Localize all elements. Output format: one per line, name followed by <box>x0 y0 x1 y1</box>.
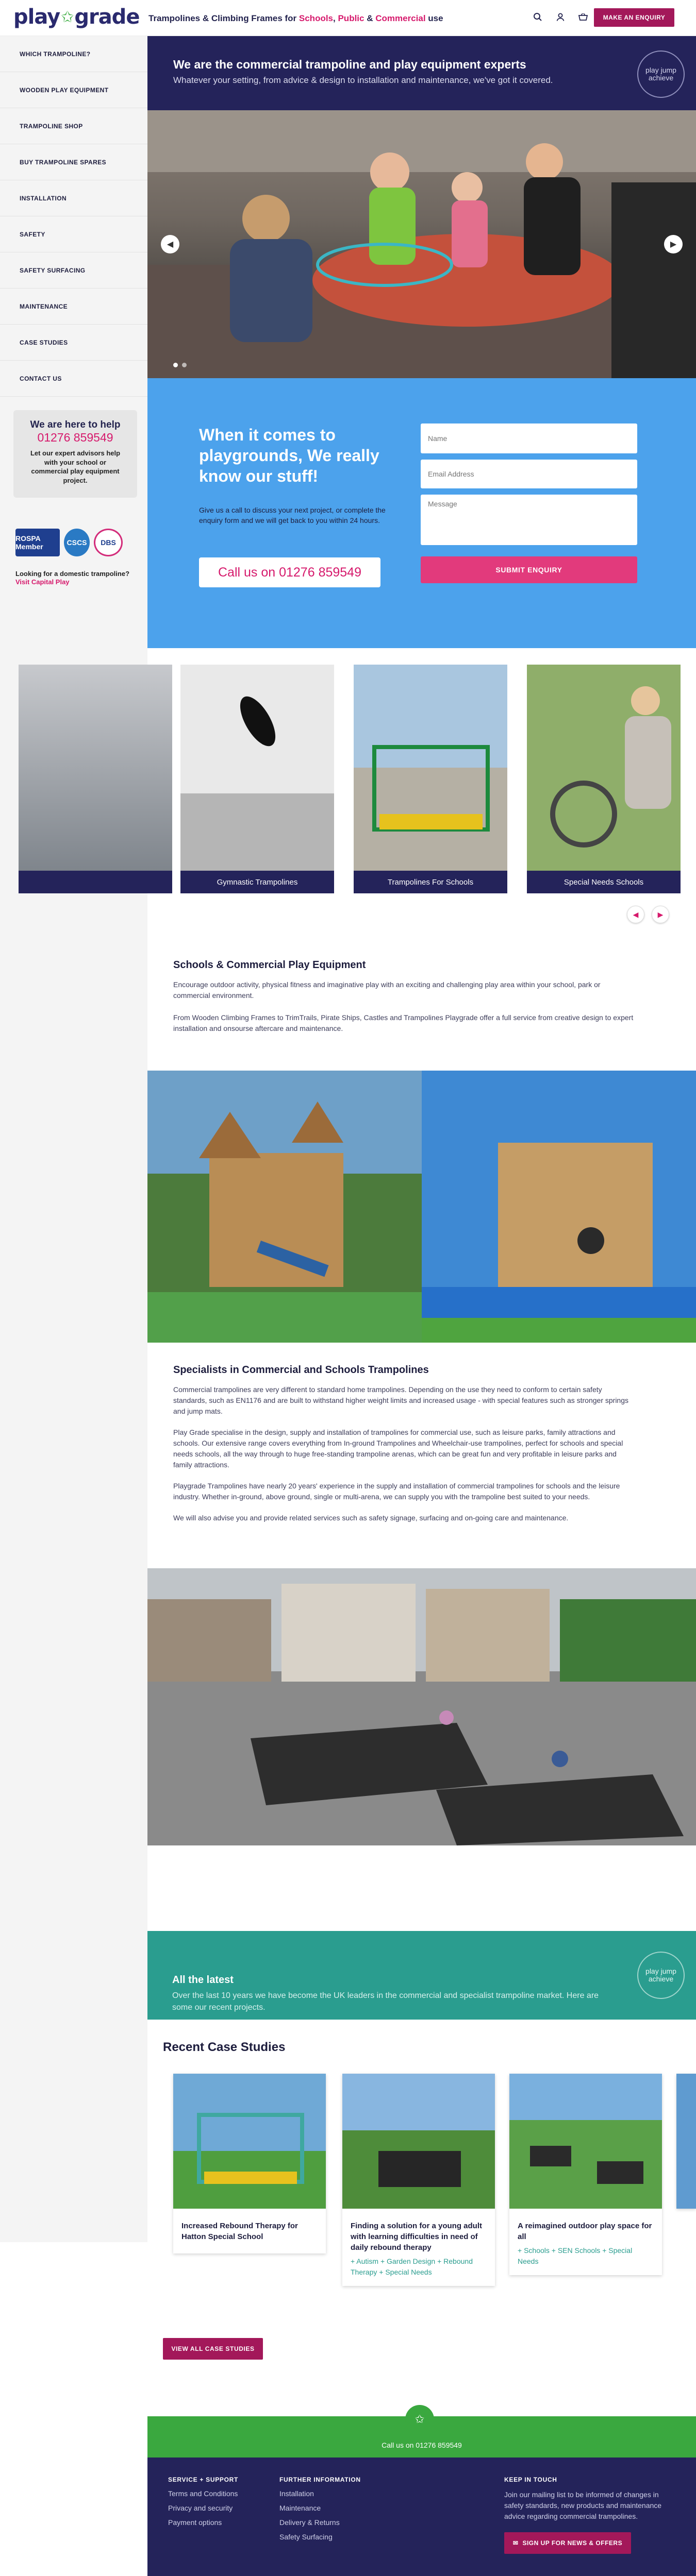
footer-link[interactable]: Installation <box>279 2489 314 2498</box>
footer-link[interactable]: Privacy and security <box>168 2504 233 2512</box>
tagline-sep1: , <box>333 13 338 23</box>
enquiry-section <box>147 378 696 648</box>
search-icon[interactable] <box>531 10 544 24</box>
footer-link[interactable]: Terms and Conditions <box>168 2489 238 2498</box>
product-card-label: Gymnastic Trampolines <box>217 877 298 887</box>
sidebar-item-safety-surfacing[interactable]: SAFETY SURFACING <box>0 252 147 289</box>
section-paragraph: Playgrade Trampolines have nearly 20 years' experience in the supply and installation of commercial trampolines for schools and the leisure industry. Whether in-ground, above ground, single or multi-arena, we can supply you with the trampoline best suited to your needs. <box>173 1482 620 1501</box>
section-paragraph: From Wooden Climbing Frames to TrimTrails, Pirate Ships, Castles and Trampolines Playgrade offer a full service from creative design to expert installation and onsourse aftercare and maintenance. <box>173 1013 634 1032</box>
footer-col-info <box>279 2476 361 2541</box>
tagline-schools: Schools <box>299 13 334 23</box>
footer-heading: SERVICE + SUPPORT <box>168 2476 239 2483</box>
message-input[interactable] <box>421 495 637 545</box>
footer-col-service <box>168 2476 238 2527</box>
gymnast-photo <box>180 665 334 871</box>
case-study-card[interactable] <box>509 2074 662 2275</box>
slider-dot[interactable] <box>182 363 187 367</box>
domestic-question: Looking for a domestic trampoline? <box>15 570 130 578</box>
section-paragraph: We will also advise you and provide related services such as safety signage, surfacing and on-going care and maintenance. <box>173 1514 569 1522</box>
accreditation-badges <box>15 529 147 556</box>
case-study-tags: + Schools + SEN Schools + Special Needs <box>518 2246 633 2265</box>
site-header <box>0 0 696 36</box>
help-box <box>13 410 137 498</box>
play-jump-achieve-logo: play jump achieve <box>637 1952 685 1999</box>
tagline-commercial: Commercial <box>375 13 426 23</box>
case-study-title: A reimagined outdoor play space for all <box>518 2222 652 2241</box>
carousel-next-arrow[interactable]: ▶ <box>652 906 669 923</box>
capital-play-link[interactable]: Visit Capital Play <box>15 578 70 586</box>
tagline-sep2: & <box>364 13 376 23</box>
sidebar-item-installation[interactable]: INSTALLATION <box>0 180 147 216</box>
enquiry-title: When it comes to playgrounds, We really know our stuff! <box>199 426 379 485</box>
special-needs-photo <box>527 665 681 871</box>
hero-banner <box>147 36 696 110</box>
footer-link[interactable]: Safety Surfacing <box>279 2533 333 2541</box>
sidebar-item-contact[interactable]: CONTACT US <box>0 361 147 397</box>
make-enquiry-button[interactable]: MAKE AN ENQUIRY <box>594 8 674 27</box>
logo-word-play: play <box>13 5 60 29</box>
site-logo[interactable] <box>13 5 139 29</box>
latest-title: All the latest <box>172 1974 234 1986</box>
footer-heading: KEEP IN TOUCH <box>504 2476 557 2483</box>
play-jump-achieve-logo: play jump achieve <box>637 50 685 98</box>
hero-subtitle: Whatever your setting, from advice & design to installation and maintenance, we've got it covered. <box>173 75 553 85</box>
case-study-image <box>342 2074 495 2209</box>
sidebar-item-which-trampoline[interactable]: WHICH TRAMPOLINE? <box>0 36 147 72</box>
ground-trampolines-photo <box>147 1568 696 1845</box>
case-study-card[interactable] <box>173 2074 326 2253</box>
tagline-end: use <box>425 13 443 23</box>
sidebar-item-maintenance[interactable]: MAINTENANCE <box>0 289 147 325</box>
footer-link[interactable]: Payment options <box>168 2518 222 2527</box>
signup-label: SIGN UP FOR NEWS & OFFERS <box>522 2539 623 2547</box>
star-logo-icon: ✩ <box>61 8 74 26</box>
name-input[interactable] <box>421 423 637 453</box>
slider-dots <box>173 363 187 367</box>
school-trampoline-photo <box>354 665 507 871</box>
cscs-badge: CSCS <box>64 529 90 556</box>
product-card-schools[interactable] <box>354 665 507 893</box>
star-logo-icon: ✩ <box>405 2405 434 2434</box>
help-text: Let our expert advisors help with your school or commercial play equipment project. <box>30 449 121 484</box>
sidebar-item-wooden-play[interactable]: WOODEN PLAY EQUIPMENT <box>0 72 147 108</box>
hero-slider-image <box>147 110 696 378</box>
footer-link[interactable]: Maintenance <box>279 2504 321 2512</box>
logo-word-grade: grade <box>74 5 140 29</box>
section-heading: Schools & Commercial Play Equipment <box>173 959 366 971</box>
case-study-title: Increased Rebound Therapy for Hatton Special School <box>181 2222 298 2241</box>
case-study-tags: + Autism + Garden Design + Rebound Therapy + Special Needs <box>351 2257 473 2276</box>
wooden-play-photo <box>147 1071 696 1343</box>
product-card-label: Trampolines For Schools <box>387 877 474 887</box>
sidebar-item-case-studies[interactable]: CASE STUDIES <box>0 325 147 361</box>
slider-next-arrow[interactable]: ▶ <box>664 235 683 253</box>
children-playing-illustration <box>147 110 696 378</box>
sidebar-item-trampoline-shop[interactable]: TRAMPOLINE SHOP <box>0 108 147 144</box>
section-heading: Specialists in Commercial and Schools Trampolines <box>173 1364 429 1376</box>
product-card-gymnastic[interactable] <box>180 665 334 893</box>
user-account-icon[interactable] <box>554 10 567 24</box>
case-study-card[interactable] <box>342 2074 495 2286</box>
rospa-badge: ROSPA Member <box>15 529 60 556</box>
header-tagline <box>148 13 443 24</box>
dbs-badge: DBS <box>94 529 123 556</box>
footer-link[interactable]: Delivery & Returns <box>279 2518 340 2527</box>
trampolines-section <box>173 1364 637 1523</box>
footer-col-keep-in-touch <box>504 2476 664 2554</box>
slider-dot[interactable] <box>173 363 178 367</box>
section-paragraph: Play Grade specialise in the design, supply and installation of trampolines for commercial use, such as leisure parks, family attractions and schools. Our extensive range covers everything from In-ground Trampolines and Wheelchair-use trampolines, perfect for schools and special needs schools, all the way through to huge free-standing trampoline arenas, which can be great fun and very profitable in leisure parks and family attractions. <box>173 1428 623 1469</box>
product-card-label: Special Needs Schools <box>564 877 644 887</box>
help-phone-link[interactable]: 01276 859549 <box>37 431 113 444</box>
hero-title: We are the commercial trampoline and play equipment experts <box>173 58 526 71</box>
product-card-special-needs[interactable] <box>527 665 681 893</box>
case-study-tags <box>173 2242 326 2253</box>
site-footer <box>147 2458 696 2576</box>
sidebar-item-safety[interactable]: SAFETY <box>0 216 147 252</box>
section-paragraph: Encourage outdoor activity, physical fitness and imaginative play with an exciting and challenging play area within your school, park or commercial environment. <box>173 980 601 999</box>
case-study-title: Finding a solution for a young adult with learning difficulties in need of daily rebound therapy <box>351 2222 482 2252</box>
all-the-latest-banner <box>147 1931 696 2020</box>
call-us-button[interactable]: Call us on 01276 859549 <box>199 557 380 587</box>
newsletter-signup-button[interactable] <box>504 2532 631 2554</box>
newsletter-text: Join our mailing list to be informed of changes in safety standards, new products and maintenance advice regarding commercial trampolines. <box>504 2490 662 2520</box>
recent-case-studies-heading: Recent Case Studies <box>163 2040 286 2054</box>
tagline-public: Public <box>338 13 364 23</box>
footer-call-link[interactable]: Call us on 01276 859549 <box>382 2441 462 2449</box>
view-all-case-studies-button[interactable]: VIEW ALL CASE STUDIES <box>163 2338 263 2360</box>
case-study-card-partial[interactable] <box>676 2074 696 2209</box>
latest-subtitle: Over the last 10 years we have become the UK leaders in the commercial and specialist trampoline market. Here are some our recent projects. <box>172 1991 599 2012</box>
submit-enquiry-button[interactable]: SUBMIT ENQUIRY <box>421 556 637 583</box>
tagline-start: Trampolines & Climbing Frames for <box>148 13 299 23</box>
sidebar-item-spares[interactable]: BUY TRAMPOLINE SPARES <box>0 144 147 180</box>
help-title: We are here to help <box>30 419 121 430</box>
email-input[interactable] <box>421 460 637 488</box>
case-study-image <box>509 2074 662 2209</box>
carousel-prev-arrow[interactable]: ◀ <box>627 906 644 923</box>
section-paragraph: Commercial trampolines are very different to standard home trampolines. Depending on the use they need to conform to certain safety standards, such as EN1176 and are built to withstand higher weight limits and increased usage - with special features such as stronger springs and jump mats. <box>173 1385 628 1415</box>
header-icons <box>531 10 590 24</box>
product-carousel <box>147 648 696 942</box>
case-study-image <box>173 2074 326 2209</box>
slider-prev-arrow[interactable]: ◀ <box>161 235 179 253</box>
sidebar-nav <box>0 36 147 2242</box>
enquiry-body: Give us a call to discuss your next project, or complete the enquiry form and we will get back to you within 24 hours. <box>199 506 386 525</box>
basket-icon[interactable] <box>576 10 590 24</box>
envelope-icon: ✉ <box>512 2539 519 2547</box>
call-us-band <box>147 2413 696 2458</box>
product-card-partial[interactable] <box>19 665 172 893</box>
footer-heading: FURTHER INFORMATION <box>279 2476 361 2483</box>
play-equipment-section <box>173 959 637 1034</box>
